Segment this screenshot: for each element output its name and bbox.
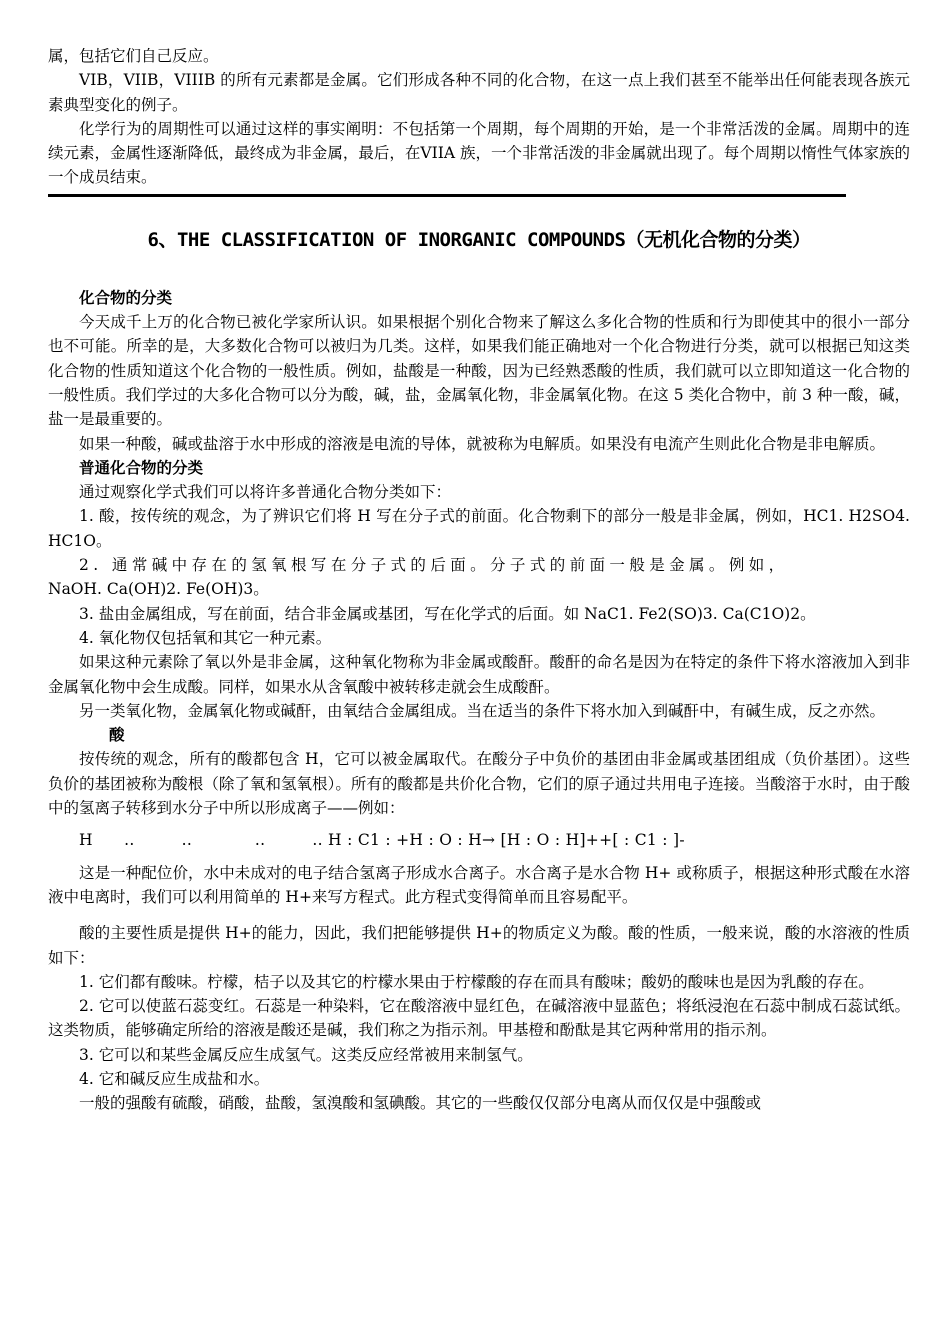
- paragraph-metal-oxide: 另一类氧化物，金属氧化物或碱酐，由氧结合金属组成。当在适当的条件下将水加入到碱酐中，有碱生成，反之亦然。: [79, 701, 886, 720]
- list-item-acid: 1. 酸，按传统的观念，为了辨识它们将 H 写在分子式的前面。化合物剩下的部分一般是非金属，例如，HC1. H2SO4. HC1O。: [48, 507, 915, 550]
- equation-hcl-ionization: H .. .. .. .. H : C1 : +H : O : H→ [H : O : H]++[ : C1 : ]-: [79, 831, 685, 850]
- section-title: 6、THE CLASSIFICATION OF INORGANIC COMPOUNDS（无机化合物的分类）: [147, 228, 811, 251]
- paragraph-continued: 属，包括它们自己反应。: [48, 47, 219, 65]
- list-item-hydrogen: 3. 它可以和某些金属反应生成氢气。这类反应经常被用来制氢气。: [79, 1045, 533, 1064]
- paragraph-hydronium: 这是一种配位价，水中未成对的电子结合氢离子形成水合离子。水合离子是水合物 H+ 或称质子，根据这种形式酸在水溶液中电离时，我们可以利用简单的 H+来写方程式。此方程式变得简单而且容易配平。: [48, 863, 910, 906]
- paragraph-nonmetal-oxide: 如果这种元素除了氧以外是非金属，这种氧化物称为非金属或酸酐。酸酐的命名是因为在特定的条件下将水溶液加入到非金属氧化物中会生成酸。同样，如果水从含氧酸中被转移走就会生成酸酐。: [48, 653, 910, 696]
- list-item-sour-taste: 1. 它们都有酸味。柠檬，桔子以及其它的柠檬水果由于柠檬酸的存在而具有酸味；酸奶的酸味也是因为乳酸的存在。: [79, 972, 874, 991]
- paragraph-acid-properties-intro: 酸的主要性质是提供 H+的能力，因此，我们把能够提供 H+的物质定义为酸。酸的性质，一般来说，酸的水溶液的性质如下：: [48, 924, 910, 967]
- heading-compound-classification: 化合物的分类: [79, 288, 173, 307]
- list-item-neutralization: 4. 它和碱反应生成盐和水。: [79, 1069, 270, 1088]
- paragraph-group-b-elements: VIB，VIIB，VIIIB 的所有元素都是金属。它们形成各种不同的化合物，在这一点上我们甚至不能举出任何能表现各族元素典型变化的例子。: [48, 71, 910, 114]
- paragraph-classification-intro: 今天成千上万的化合物已被化学家所认识。如果根据个别化合物来了解这么多化合物的性质和行为即使其中的很小一部分也不可能。所幸的是，大多数化合物可以被归为几类。这样，如果我们能正确地对一个化合物进行分类，就可以根据已知这类化合物的性质知道这个化合物的一般性质。例如，盐酸是一种酸，因为已经熟悉酸的性质，我们就可以立即知道这一化合物的一般性质。我们学过的大多化合物可以分为酸，碱，盐，金属氧化物，非金属氧化物。在这 5 类化合物中，前 3 种一酸，碱，盐一是最重要的。: [48, 313, 910, 429]
- spacer: [48, 909, 910, 921]
- heading-common-compounds: 普通化合物的分类: [79, 458, 204, 477]
- paragraph-strong-acids: 一般的强酸有硫酸，硝酸，盐酸，氢溴酸和氢碘酸。其它的一些酸仅仅部分电离从而仅仅是中强酸或: [79, 1094, 762, 1113]
- paragraph-common-intro: 通过观察化学式我们可以将许多普通化合物分类如下：: [79, 483, 452, 502]
- horizontal-rule: [48, 194, 846, 197]
- list-item-base-formulas: NaOH. Ca(OH)2. Fe(OH)3。: [48, 580, 269, 599]
- paragraph-acid-definition: 按传统的观念，所有的酸都包含 H，它可以被金属取代。在酸分子中负价的基团由非金属或基团组成（负价基团）。这些负价的基团被称为酸根（除了氧和氢氧根）。所有的酸都是共价化合物，它们的原子通过共用电子连接。当酸溶于水时，由于酸中的氢离子转移到水分子中所以形成离子——例如：: [48, 750, 910, 818]
- list-item-base: 2. 通常碱中存在的氢氧根写在分子式的后面。分子式的前面一般是金属。例如，: [79, 556, 789, 575]
- paragraph-periodicity: 化学行为的周期性可以通过这样的事实阐明：不包括第一个周期，每个周期的开始，是一个非常活泼的金属。周期中的连续元素，金属性逐渐降低，最终成为非金属，最后，在VIIA 族，一个非常活泼的非金属就出现了。每个周期以惰性气体家族的一个成员结束。: [48, 119, 910, 187]
- list-item-oxide: 4. 氧化物仅包括氧和其它一种元素。: [79, 628, 332, 647]
- list-item-salt: 3. 盐由金属组成，写在前面，结合非金属或基团，写在化学式的后面。如 NaC1. Fe2(SO)3. Ca(C1O)2。: [79, 604, 816, 623]
- paragraph-electrolyte: 如果一种酸，碱或盐溶于水中形成的溶液是电流的导体，就被称为电解质。如果没有电流产生则此化合物是非电解质。: [79, 434, 886, 453]
- list-item-litmus: 2. 它可以使蓝石蕊变红。石蕊是一种染料，它在酸溶液中显红色，在碱溶液中显蓝色；将纸浸泡在石蕊中制成石蕊试纸。这类物质，能够确定所给的溶液是酸还是碱，我们称之为指示剂。甲基橙和酚酞是其它两种常用的指示剂。: [48, 997, 910, 1040]
- document-page: [48, 44, 915, 1116]
- heading-acid: 酸: [109, 726, 125, 745]
